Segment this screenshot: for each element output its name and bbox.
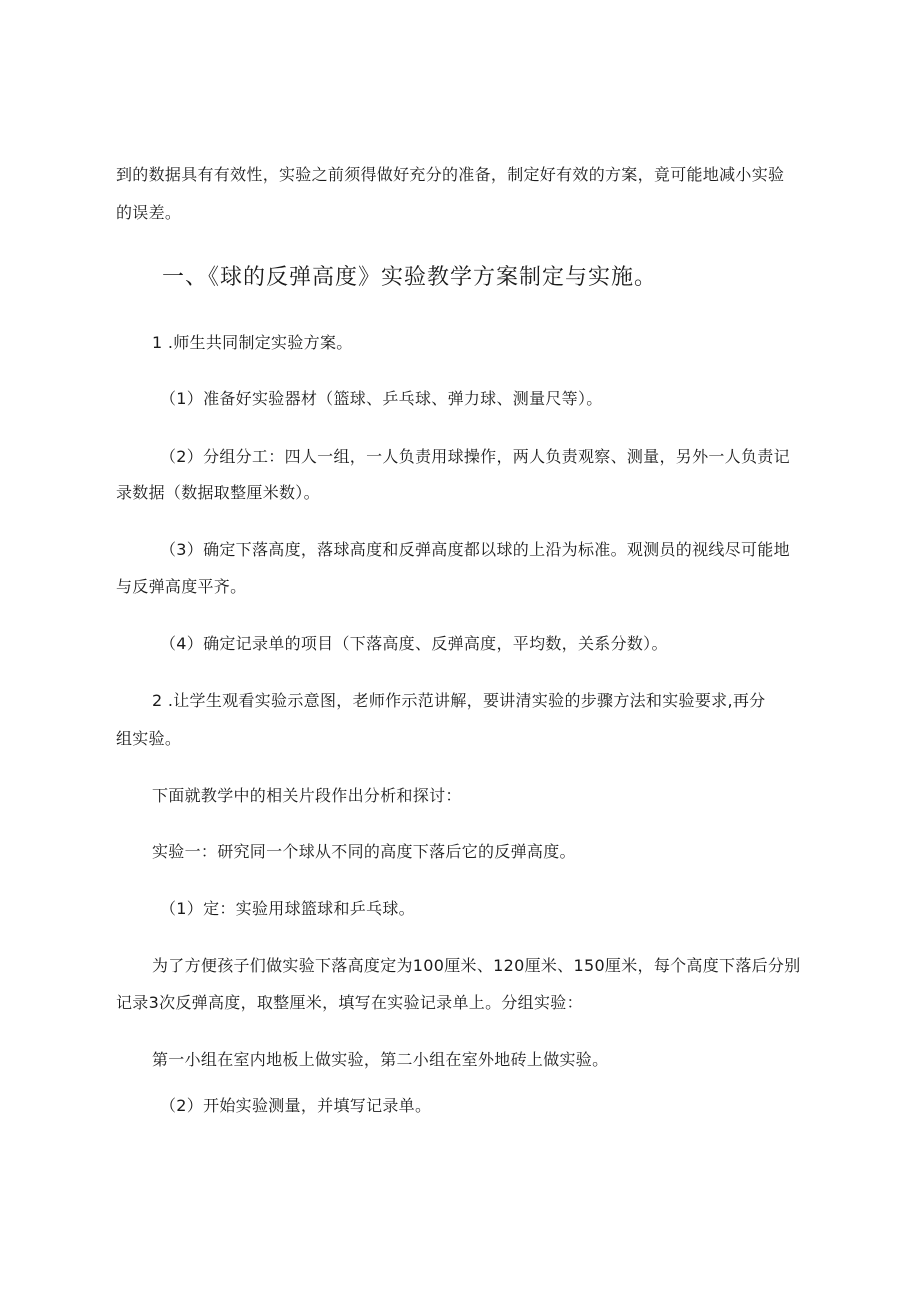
groups-line: 第一小组在室内地板上做实验，第二小组在室外地砖上做实验。 xyxy=(152,1050,609,1069)
analysis-intro: 下面就教学中的相关片段作出分析和探讨： xyxy=(152,786,462,805)
step-3-line-2: 与反弹高度平齐。 xyxy=(116,577,247,596)
step-1: （1）准备好实验器材（篮球、乒乓球、弹力球、测量尺等）。 xyxy=(160,389,603,408)
step-4: （4）确定记录单的项目（下落高度、反弹高度，平均数，关系分数）。 xyxy=(160,634,668,653)
intro-line-1: 到的数据具有有效性，实验之前须得做好充分的准备，制定好有效的方案，竟可能地减小实验 xyxy=(116,165,785,184)
item-2-line-1: 2 .让学生观看实验示意图，老师作示范讲解，要讲清实验的步骤方法和实验要求,再分 xyxy=(152,691,766,710)
intro-line-2: 的误差。 xyxy=(116,203,182,222)
step-2-line-1: （2）分组分工：四人一组，一人负责用球操作，两人负责观察、测量，另外一人负责记 xyxy=(160,447,790,466)
step-2-line-2: 录数据（数据取整厘米数）。 xyxy=(116,483,320,502)
step-3-line-1: （3）确定下落高度，落球高度和反弹高度都以球的上沿为标准。观测员的视线尽可能地 xyxy=(160,540,790,559)
heights-line-1: 为了方便孩子们做实验下落高度定为100厘米、120厘米、150厘米，每个高度下落后分别 xyxy=(152,956,801,975)
experiment-1-step-2: （2）开始实验测量，并填写记录单。 xyxy=(160,1096,432,1115)
section-heading: 一、《球的反弹高度》实验教学方案制定与实施。 xyxy=(162,265,658,290)
item-2-line-2: 组实验。 xyxy=(116,729,182,748)
heights-line-2: 记录3次反弹高度，取整厘米，填写在实验记录单上。分组实验： xyxy=(116,993,583,1012)
experiment-1-step-1: （1）定：实验用球篮球和乒乓球。 xyxy=(160,899,415,918)
experiment-1-title: 实验一：研究同一个球从不同的高度下落后它的反弹高度。 xyxy=(152,842,576,861)
item-1: 1 .师生共同制定实验方案。 xyxy=(152,333,353,352)
